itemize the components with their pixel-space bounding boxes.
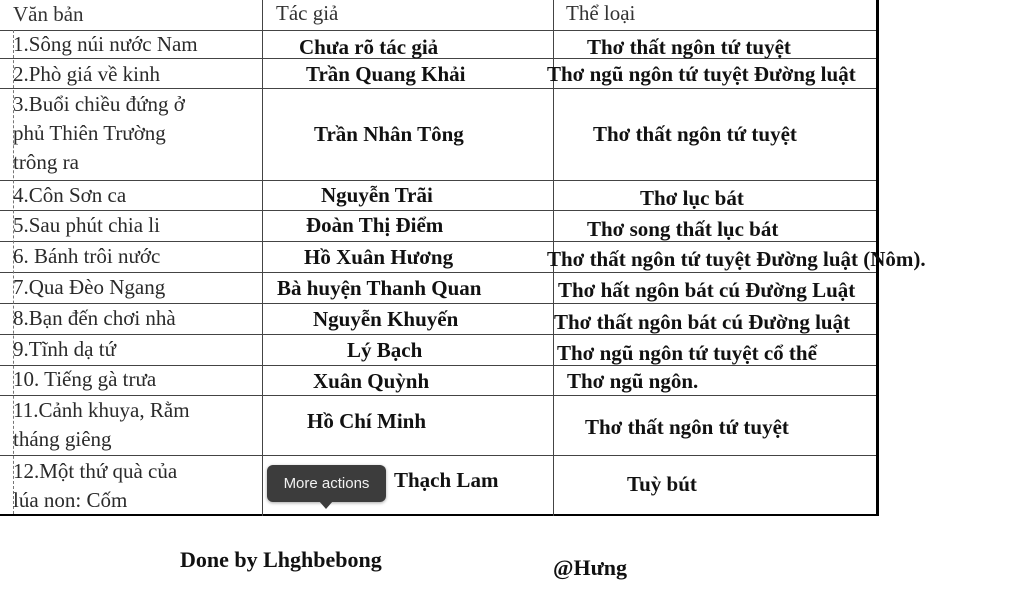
tooltip-label: More actions — [283, 475, 370, 492]
table-row-author: Thạch Lam — [394, 468, 499, 492]
table-row-genre: Thơ ngũ ngôn tứ tuyệt Đường luật — [547, 62, 856, 86]
table-row-title: 11.Cảnh khuya, Rằm tháng giêng — [13, 398, 190, 451]
table-row-author: Trần Quang Khải — [306, 62, 466, 86]
table-row-title: 12.Một thứ quà của lúa non: Cốm — [13, 459, 178, 512]
header-van-ban: Văn bản — [13, 2, 84, 26]
table-row-title: 3.Buổi chiều đứng ở phủ Thiên Trường trông ra — [13, 92, 185, 174]
table-row-title: 5.Sau phút chia li — [13, 213, 160, 237]
table-row-genre: Thơ ngũ ngôn. — [567, 369, 699, 393]
table-row-genre: Thơ thất ngôn tứ tuyệt — [593, 122, 797, 146]
table-row-title: 9.Tĩnh dạ tứ — [13, 337, 116, 361]
table-row-title: 8.Bạn đến chơi nhà — [13, 306, 176, 330]
table-row-genre: Thơ song thất lục bát — [587, 217, 779, 241]
more-actions-tooltip[interactable] — [267, 465, 386, 502]
table-row-title: 6. Bánh trôi nước — [13, 244, 161, 268]
credit-text: Done by Lhghbebong — [180, 547, 382, 572]
table-row-author: Xuân Quỳnh — [313, 369, 430, 393]
table-row-title: 10. Tiếng gà trưa — [13, 367, 157, 391]
table-row-genre: Thơ ngũ ngôn tứ tuyệt cổ thể — [557, 341, 817, 365]
row-divider — [0, 455, 878, 456]
table-row-genre: Thơ hất ngôn bát cú Đường Luật — [558, 278, 856, 302]
header-the-loai: Thể loại — [566, 1, 636, 25]
table-row-author: Hồ Chí Minh — [307, 409, 427, 433]
table-row-genre: Thơ lục bát — [640, 186, 744, 210]
table-row-author: Đoàn Thị Điểm — [306, 213, 444, 237]
table-row-author: Bà huyện Thanh Quan — [277, 276, 482, 300]
table-row-title: 4.Côn Sơn ca — [13, 183, 127, 207]
table-row-title: 7.Qua Đèo Ngang — [13, 275, 166, 299]
table-row-genre: Thơ thất ngôn tứ tuyệt — [587, 35, 791, 59]
table-row-author: Trần Nhân Tông — [314, 122, 464, 146]
table-row-author: Nguyễn Khuyến — [313, 307, 459, 331]
table-row-genre: Thơ thất ngôn bát cú Đường luật — [554, 310, 851, 334]
table-row-author: Lý Bạch — [347, 338, 423, 362]
table-row-title: 2.Phò giá về kinh — [13, 62, 160, 86]
tooltip-arrow-icon — [319, 501, 333, 509]
table-row-author: Hồ Xuân Hương — [304, 245, 454, 269]
header-tac-gia: Tác giả — [276, 1, 339, 25]
table-row-genre: Thơ thất ngôn tứ tuyệt — [585, 415, 789, 439]
column-divider — [262, 0, 263, 516]
author-handle: @Hưng — [553, 555, 628, 580]
table-row-author: Nguyễn Trãi — [321, 183, 433, 207]
table-row-title: 1.Sông núi nước Nam — [13, 32, 198, 56]
table-row-genre: Thơ thất ngôn tứ tuyệt Đường luật (Nôm). — [547, 247, 926, 271]
table-row-author: Chưa rõ tác giả — [299, 35, 439, 59]
table-row-genre: Tuỳ bút — [627, 472, 697, 496]
